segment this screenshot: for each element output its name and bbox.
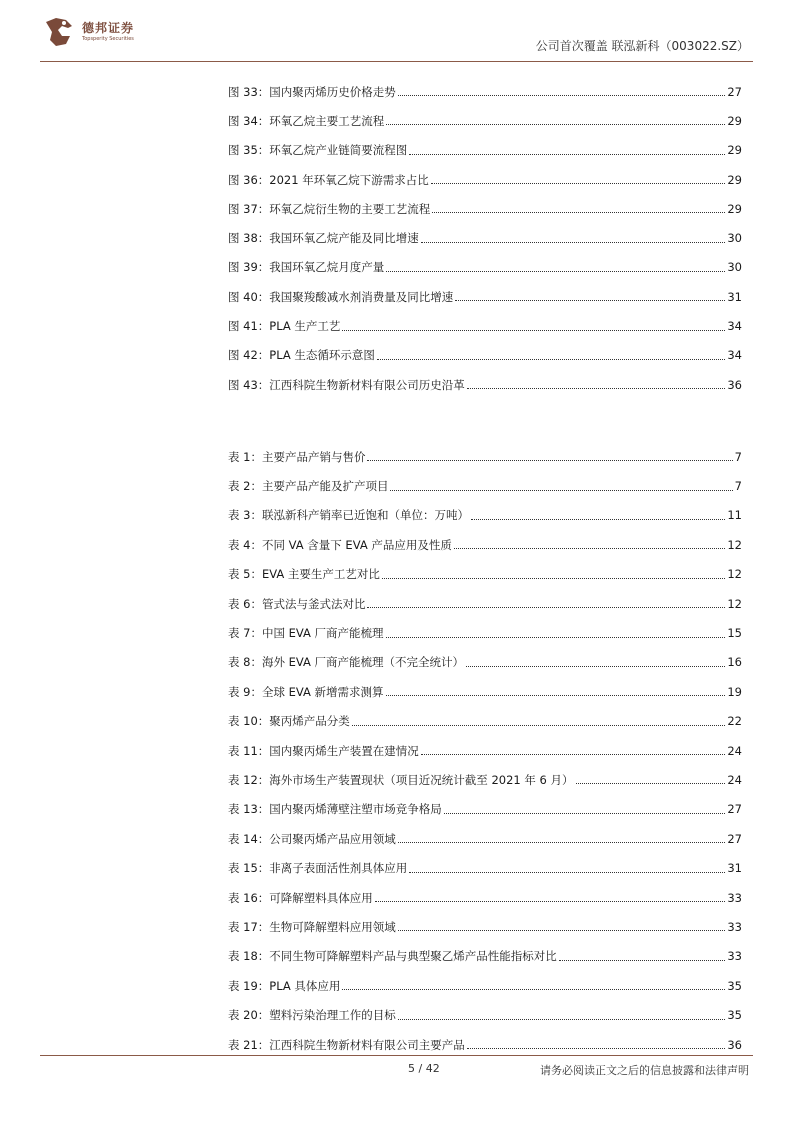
logo-mark-icon [42,14,78,50]
entry-title: 表 12：海外市场生产装置现状（项目近况统计截至 2021 年 6 月） [228,772,574,787]
entry-page: 27 [727,84,742,99]
entry-title: 表 2：主要产品产能及扩产项目 [228,479,389,494]
entry-page: 35 [727,1008,742,1023]
toc-entry[interactable] [228,1000,742,1029]
leader-dots [352,715,726,726]
leader-dots [467,378,726,389]
entry-title: 表 14：公司聚丙烯产品应用领域 [228,831,396,846]
entry-title: 表 17：生物可降解塑料应用领域 [228,919,396,934]
toc-entry[interactable] [228,442,742,471]
entry-page: 36 [727,377,742,392]
leader-dots [409,144,725,155]
footer-divider [40,1055,753,1056]
toc-entry[interactable] [228,971,742,1000]
entry-title: 表 3：联泓新科产销率已近饱和（单位：万吨） [228,508,469,523]
entry-title: 表 7：中国 EVA 厂商产能梳理 [228,626,384,641]
toc-entry[interactable] [228,912,742,941]
entry-title: 图 35：环氧乙烷产业链简要流程图 [228,143,408,158]
entry-page: 29 [727,201,742,216]
entry-page: 29 [727,113,742,128]
leader-dots [398,85,726,96]
leader-dots [421,744,726,755]
toc-entry[interactable] [228,589,742,618]
entry-title: 图 39：我国环氧乙烷月度产量 [228,260,385,275]
entry-title: 图 34：环氧乙烷主要工艺流程 [228,113,385,128]
entry-page: 34 [727,348,742,363]
entry-page: 12 [727,567,742,582]
entry-title: 表 4：不同 VA 含量下 EVA 产品应用及性质 [228,537,452,552]
entry-title: 图 33：国内聚丙烯历史价格走势 [228,84,396,99]
leader-dots [576,773,726,784]
entry-page: 30 [727,231,742,246]
entry-title: 表 16：可降解塑料具体应用 [228,890,373,905]
entry-page: 27 [727,802,742,817]
entry-title: 图 37：环氧乙烷衍生物的主要工艺流程 [228,201,431,216]
entry-page: 27 [727,831,742,846]
leader-dots [398,1009,726,1020]
leader-dots [382,568,725,579]
toc-entry[interactable] [228,942,742,971]
leader-dots [386,685,726,696]
logo-text-cn: 德邦证券 [82,21,135,35]
table-list [228,442,742,1059]
leader-dots [390,480,732,491]
entry-page: 31 [727,289,742,304]
entry-page: 33 [727,890,742,905]
toc-entry[interactable] [228,677,742,706]
toc-entry[interactable] [228,883,742,912]
leader-dots [386,627,726,638]
entry-title: 表 15：非离子表面活性剂具体应用 [228,861,408,876]
leader-dots [466,656,725,667]
toc-entry[interactable] [228,707,742,736]
toc-entry[interactable] [228,136,742,165]
entry-page: 24 [727,743,742,758]
toc-entry[interactable] [228,736,742,765]
leader-dots [471,509,725,520]
leader-dots [454,538,726,549]
entry-page: 33 [727,919,742,934]
entry-title: 图 42：PLA 生态循环示意图 [228,348,375,363]
leader-dots [386,261,725,272]
leader-dots [432,202,725,213]
leader-dots [377,349,725,360]
entry-page: 30 [727,260,742,275]
leader-dots [559,950,726,961]
leader-dots [386,114,725,125]
toc-entry[interactable] [228,501,742,530]
entry-page: 12 [727,537,742,552]
leader-dots [375,891,726,902]
report-header: 公司首次覆盖 联泓新科（003022.SZ） [535,39,749,53]
toc-entry[interactable] [228,765,742,794]
entry-title: 图 36：2021 年环氧乙烷下游需求占比 [228,172,429,187]
toc-entry[interactable] [228,853,742,882]
entry-title: 表 5：EVA 主要生产工艺对比 [228,567,380,582]
toc-entry[interactable] [228,311,742,340]
entry-title: 表 13：国内聚丙烯薄壁注塑市场竞争格局 [228,802,442,817]
leader-dots [467,1038,726,1049]
entry-page: 31 [727,861,742,876]
leader-dots [398,832,726,843]
leader-dots [431,173,726,184]
entry-title: 表 11：国内聚丙烯生产装置在建情况 [228,743,419,758]
entry-title: 表 6：管式法与釜式法对比 [228,596,366,611]
entry-title: 表 9：全球 EVA 新增需求测算 [228,684,384,699]
leader-dots [455,290,725,301]
entry-title: 表 8：海外 EVA 厂商产能梳理（不完全统计） [228,655,465,670]
page-number: 5 / 42 [408,1062,440,1075]
entry-title: 表 10：聚丙烯产品分类 [228,714,350,729]
disclaimer-note: 请务必阅读正文之后的信息披露和法律声明 [540,1064,749,1077]
entry-page: 12 [727,596,742,611]
entry-page: 36 [727,1037,742,1052]
entry-page: 16 [727,655,742,670]
leader-dots [342,320,725,331]
entry-title: 表 18：不同生物可降解塑料产品与典型聚乙烯产品性能指标对比 [228,949,557,964]
company-logo [42,14,152,54]
toc-entry[interactable] [228,795,742,824]
entry-title: 图 43：江西科院生物新材料有限公司历史沿革 [228,377,465,392]
entry-title: 图 40：我国聚羧酸减水剂消费量及同比增速 [228,289,454,304]
leader-dots [409,862,725,873]
leader-dots [398,920,726,931]
entry-page: 29 [727,172,742,187]
leader-dots [342,979,725,990]
figure-list [228,77,742,399]
entry-page: 34 [727,319,742,334]
toc-entry[interactable] [228,165,742,194]
entry-page: 35 [727,978,742,993]
logo-text-en: Topsperity Securities [82,36,134,42]
toc-entry[interactable] [228,618,742,647]
entry-page: 7 [734,479,742,494]
entry-page: 22 [727,714,742,729]
entry-title: 图 38：我国环氧乙烷产能及同比增速 [228,231,419,246]
entry-title: 图 41：PLA 生产工艺 [228,319,341,334]
leader-dots [367,597,725,608]
header-divider [40,61,753,62]
toc-entry[interactable] [228,824,742,853]
leader-dots [367,450,732,461]
toc-entry[interactable] [228,223,742,252]
entry-page: 11 [727,508,742,523]
toc-entry[interactable] [228,370,742,399]
entry-page: 24 [727,772,742,787]
toc-entry[interactable] [228,530,742,559]
entry-page: 33 [727,949,742,964]
toc-entry[interactable] [228,77,742,106]
toc-entry[interactable] [228,253,742,282]
toc-entry[interactable] [228,560,742,589]
entry-page: 29 [727,143,742,158]
toc-entry[interactable] [228,341,742,370]
toc-entry[interactable] [228,282,742,311]
entry-page: 19 [727,684,742,699]
toc-entry[interactable] [228,194,742,223]
entry-title: 表 21：江西科院生物新材料有限公司主要产品 [228,1037,465,1052]
toc-entry[interactable] [228,471,742,500]
entry-title: 表 19：PLA 具体应用 [228,978,341,993]
toc-entry[interactable] [228,648,742,677]
entry-page: 7 [734,449,742,464]
leader-dots [421,232,726,243]
entry-title: 表 1：主要产品产销与售价 [228,449,366,464]
entry-title: 表 20：塑料污染治理工作的目标 [228,1008,396,1023]
leader-dots [444,803,726,814]
entry-page: 15 [727,626,742,641]
toc-entry[interactable] [228,106,742,135]
